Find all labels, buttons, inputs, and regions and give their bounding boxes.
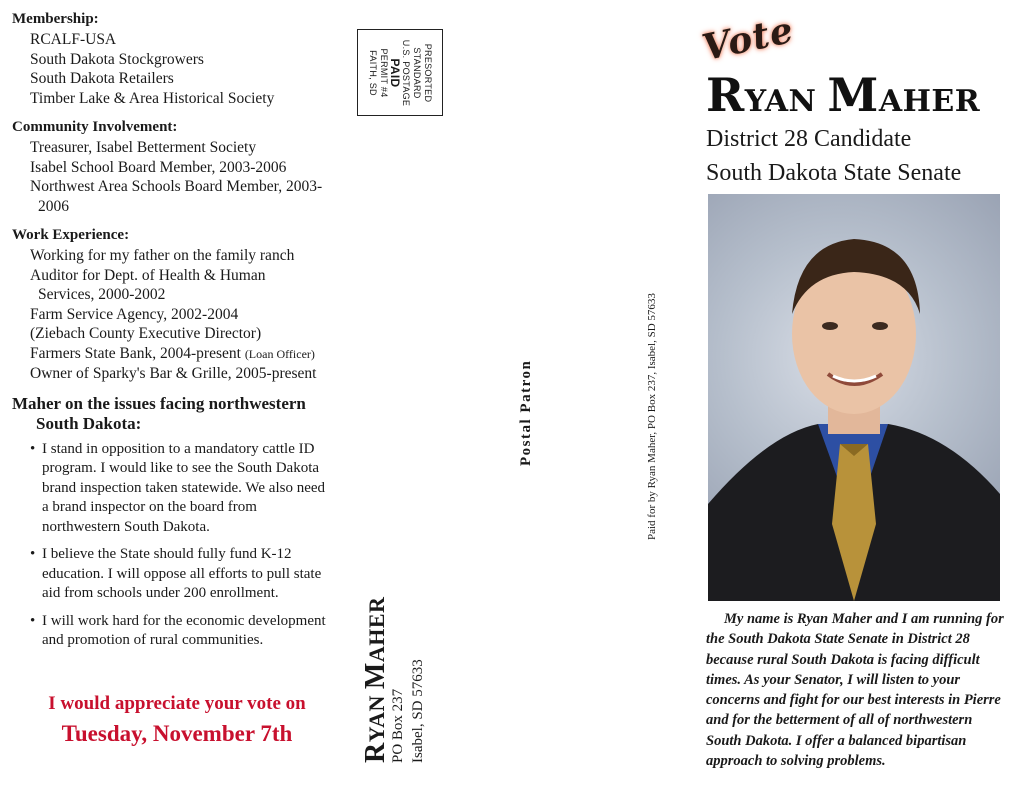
name-rest: YAN bbox=[744, 84, 817, 119]
subtitle-district: District 28 Candidate bbox=[706, 126, 912, 152]
issues-heading-line2: South Dakota: bbox=[36, 413, 142, 433]
work-list bbox=[30, 246, 342, 384]
candidate-portrait bbox=[708, 194, 1000, 601]
appeal-line1: I would appreciate your vote on bbox=[48, 693, 306, 714]
list-item bbox=[30, 344, 342, 365]
return-line1: PO Box 237 bbox=[390, 688, 406, 763]
subtitle-office: South Dakota State Senate bbox=[706, 160, 962, 186]
return-name bbox=[360, 583, 391, 763]
postal-patron-text: Postal Patron bbox=[518, 359, 534, 466]
portrait-illustration bbox=[708, 194, 1000, 601]
name-cap: M bbox=[360, 662, 391, 690]
list-item: Farm Service Agency, 2002-2004 bbox=[30, 305, 239, 323]
list-item: Northwest Area Schools Board Member, 2003- bbox=[30, 178, 323, 195]
bio-text: My name is Ryan Maher and I am running for the South Dakota State Senate in District 28 because rural South Dakota is facing difficult times. As your Senator, I will listen to your concerns and fight for our best interests in Pierre and for the betterment of all of northwestern South Dakota. I offer a balanced bipartisan approach to solving problems. bbox=[706, 611, 1004, 770]
paid-for-text: Paid for by Ryan Maher, PO Box 237, Isabel, SD 57633 bbox=[646, 293, 658, 540]
candidate-bio bbox=[706, 609, 1006, 771]
list-item: Working for my father on the family ranch bbox=[30, 247, 295, 264]
postage-line: PERMIT #4 bbox=[379, 47, 389, 98]
vote-appeal bbox=[12, 692, 342, 752]
list-item-wrap: Services, 2000-2002 bbox=[38, 286, 166, 303]
left-panel bbox=[12, 10, 342, 659]
bullet-icon: • bbox=[30, 440, 36, 457]
list-item: Isabel School Board Member, 2003-2006 bbox=[30, 158, 287, 176]
list-item: Treasurer, Isabel Betterment Society bbox=[30, 139, 257, 156]
community-list bbox=[30, 138, 342, 216]
issue-text: I stand in opposition to a mandatory cattle ID program. I would like to see the South Dakota brand inspection taken statewide. We also need a brand inspector on the board from northwestern South Dakota. bbox=[42, 440, 326, 535]
issue-text: I will work hard for the economic development and promotion of rural communities. bbox=[42, 612, 326, 648]
list-item: RCALF-USA bbox=[30, 31, 117, 48]
issues-heading bbox=[12, 394, 342, 434]
bullet-icon: • bbox=[30, 546, 36, 562]
issue-bullet bbox=[30, 612, 332, 651]
postage-text bbox=[367, 39, 433, 105]
list-item: South Dakota Stockgrowers bbox=[30, 50, 204, 68]
postage-line: PRESORTED bbox=[423, 43, 433, 102]
name-cap: M bbox=[827, 68, 879, 122]
issue-bullet bbox=[30, 545, 332, 604]
postage-line: FAITH, SD bbox=[368, 49, 378, 96]
work-heading: Work Experience: bbox=[12, 227, 130, 243]
postage-indicia bbox=[357, 29, 443, 116]
community-heading: Community Involvement: bbox=[12, 119, 178, 135]
membership-heading: Membership: bbox=[12, 11, 99, 27]
postal-patron bbox=[518, 352, 540, 466]
postage-paid: PAID bbox=[388, 58, 402, 87]
return-line2: Isabel, SD 57633 bbox=[410, 659, 426, 763]
list-item: Owner of Sparky's Bar & Grille, 2005-present bbox=[30, 365, 317, 382]
return-address bbox=[360, 583, 445, 763]
issue-bullet bbox=[30, 440, 332, 538]
vote-script-title: Vote bbox=[698, 8, 798, 70]
issues-list bbox=[30, 440, 342, 651]
list-item: South Dakota Retailers bbox=[30, 70, 174, 87]
list-item: Timber Lake & Area Historical Society bbox=[30, 89, 275, 107]
item-text: Farmers State Bank, 2004-present bbox=[30, 344, 241, 362]
membership-list bbox=[30, 30, 342, 108]
paid-for-disclaimer bbox=[646, 278, 662, 540]
list-item: Auditor for Dept. of Health & Human bbox=[30, 266, 266, 284]
name-rest: YAN bbox=[364, 695, 389, 743]
name-rest: AHER bbox=[364, 596, 389, 663]
item-note: (Loan Officer) bbox=[244, 346, 315, 361]
list-item-note: (Ziebach County Executive Director) bbox=[30, 325, 262, 342]
name-rest: AHER bbox=[878, 84, 981, 119]
name-cap: R bbox=[706, 68, 745, 122]
return-address-text bbox=[360, 583, 428, 763]
issue-text: I believe the State should fully fund K-12 education. I will oppose all efforts to pull state aid from schools under 200 enrollment. bbox=[42, 546, 322, 601]
postage-line: U.S. POSTAGE bbox=[401, 39, 411, 106]
candidate-subtitle bbox=[706, 122, 1006, 190]
postage-line: STANDARD bbox=[412, 46, 422, 99]
bullet-icon: • bbox=[30, 612, 36, 629]
candidate-name bbox=[706, 68, 981, 125]
name-cap: R bbox=[360, 742, 391, 763]
appeal-date: Tuesday, November 7th bbox=[61, 721, 293, 746]
issues-heading-line1: Maher on the issues facing northwestern bbox=[12, 393, 306, 413]
list-item-wrap: 2006 bbox=[38, 197, 69, 215]
